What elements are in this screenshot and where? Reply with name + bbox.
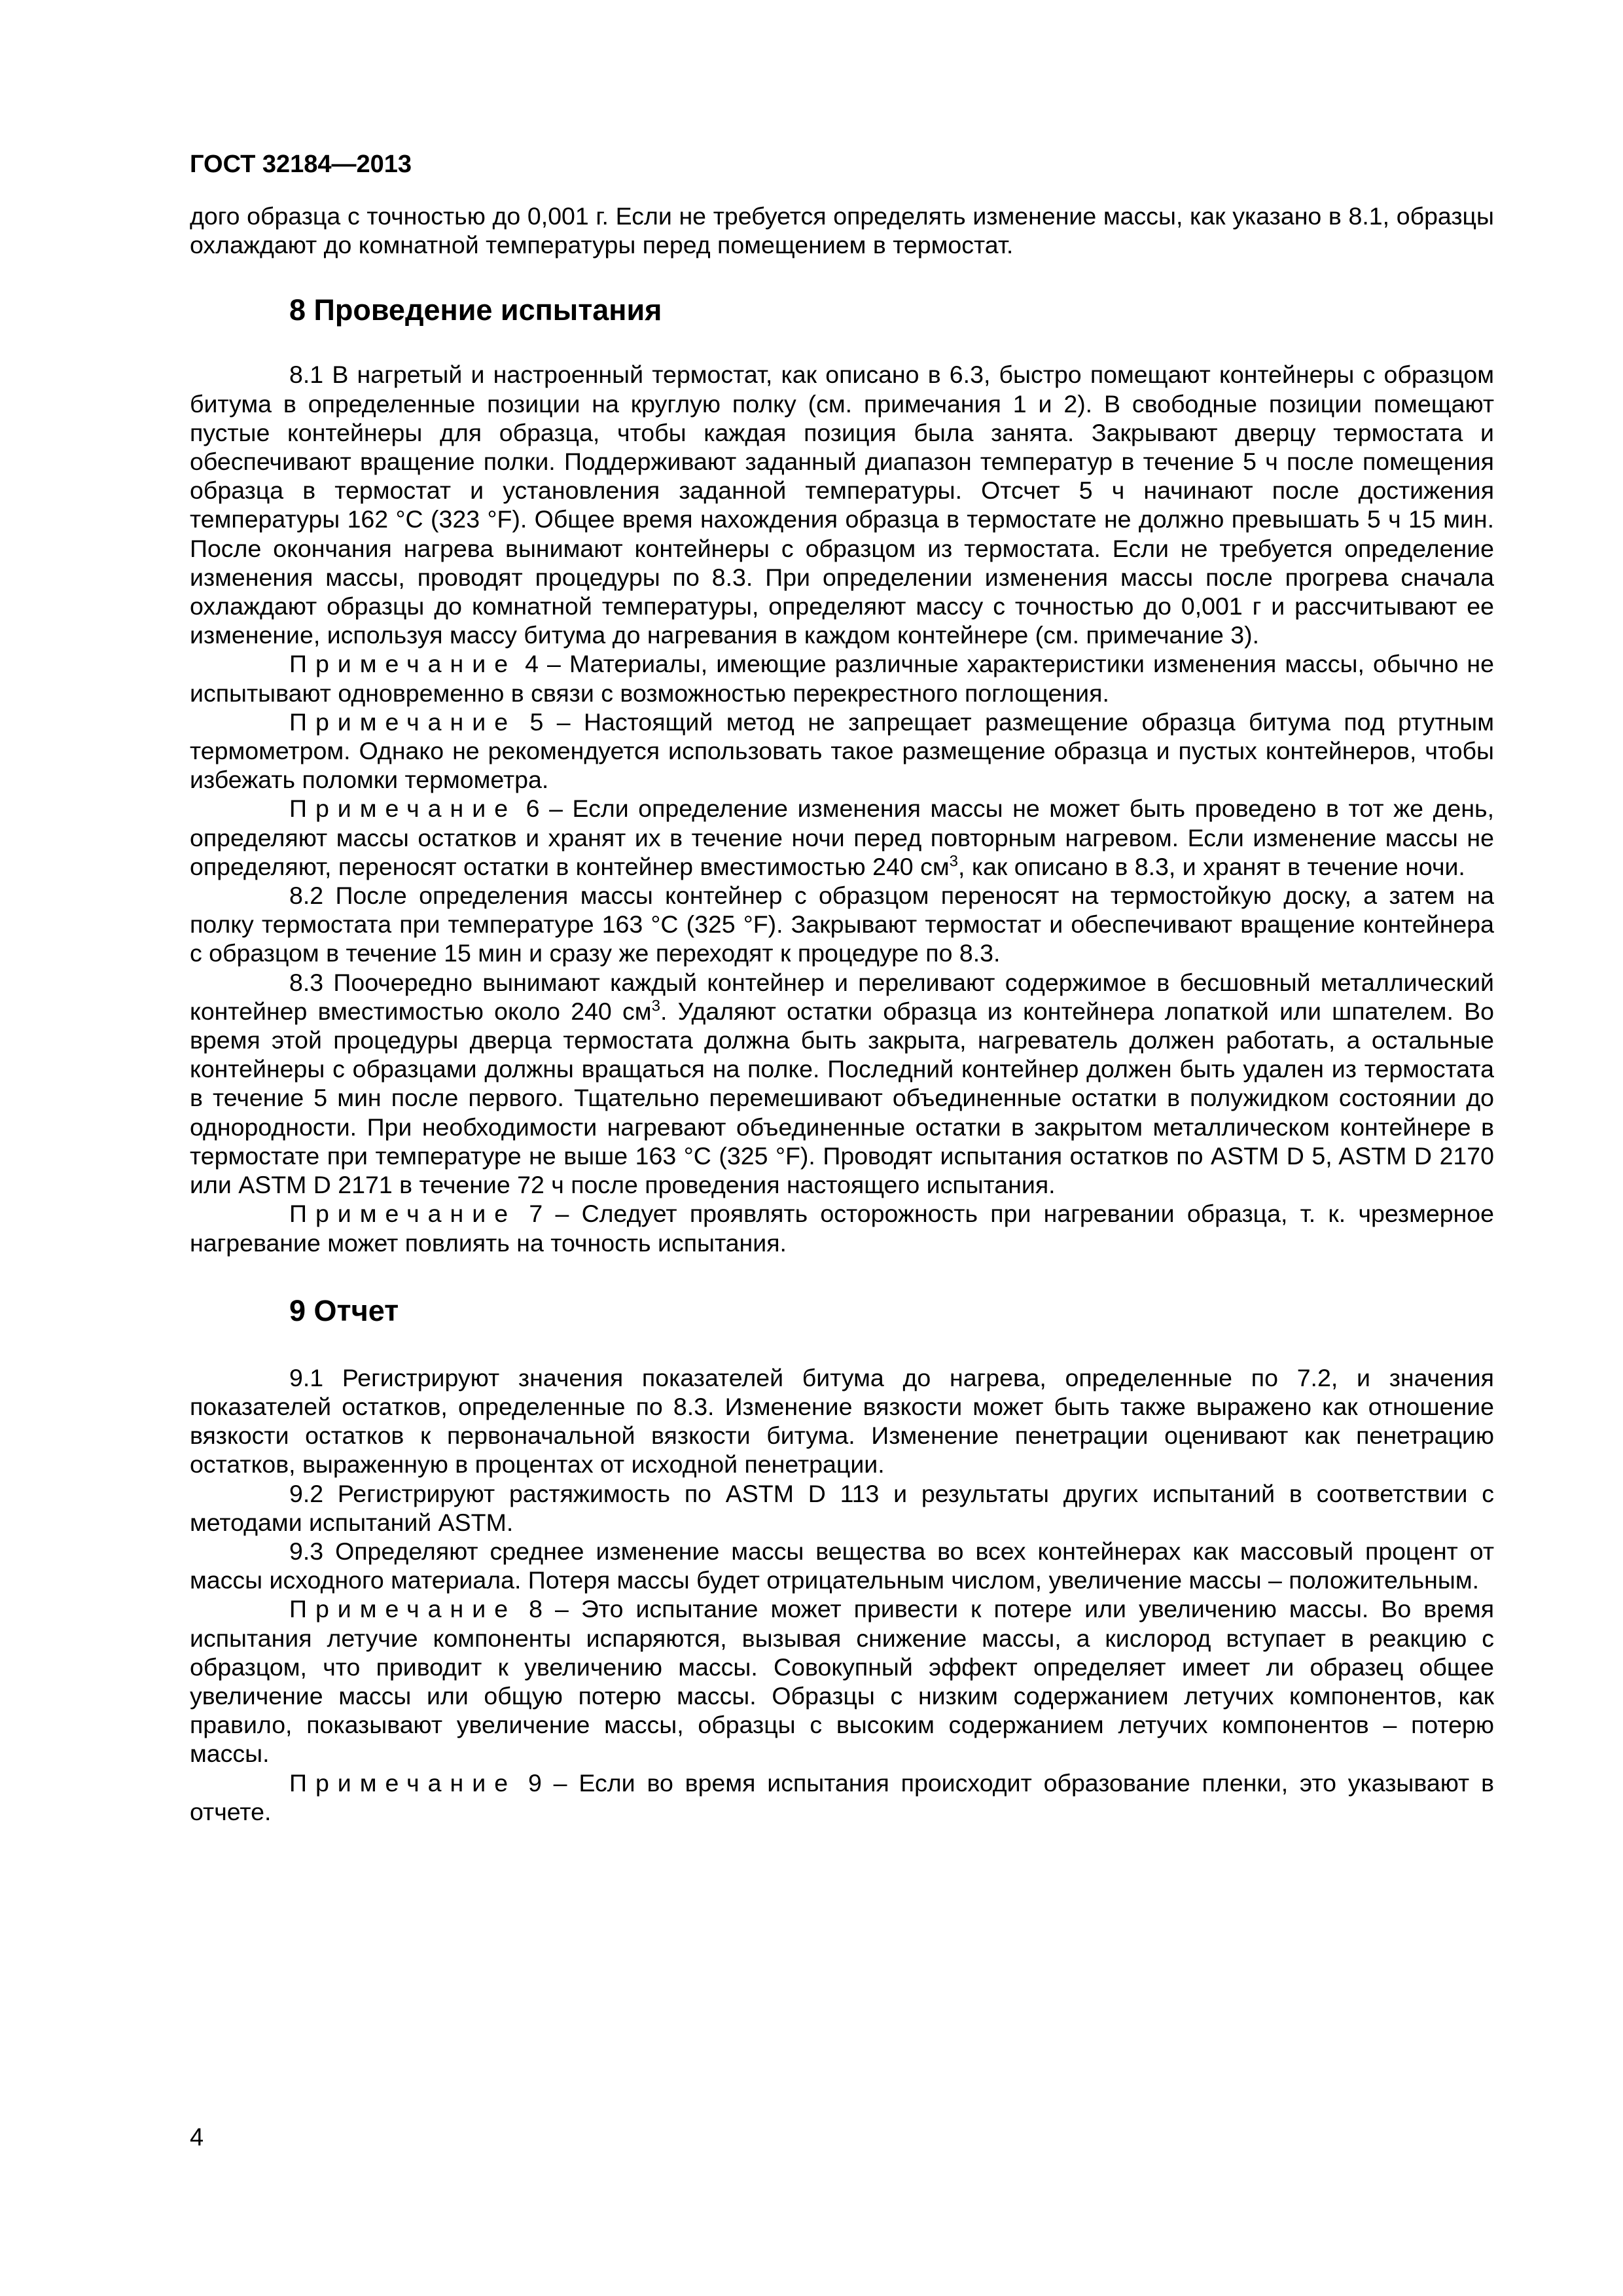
note-7 — [190, 1199, 1494, 1257]
note-label: Примечание — [289, 1200, 517, 1228]
paragraph-8-1: 8.1 В нагретый и настроенный термостат, как описано в 6.3, быстро помещают контейнеры с образцом битума в определенные позиции на круглую полку (см. примечания 1 и 2). В свободные позиции помещают пустые контейнеры для образца, чтобы каждая позиция была занята. Закрывают дверцу термостата и обеспечивают вращение полки. Поддерживают заданный диапазон температур в течение 5 ч после помещения образца в термостат и установления заданной температуры. Отсчет 5 ч начинают после достижения температуры 162 °C (323 °F). Общее время нахождения образца в термостате не должно превышать 5 ч 15 мин. После окончания нагрева вынимают контейнеры с образцом из термостата. Если не требуется определение изменения массы, проводят процедуры по 8.3. При определении изменения массы после прогрева сначала охлаждают образцы до комнатной температуры, определяют массу с точностью до 0,001 г и рассчитывают ее изменение, используя массу битума до нагревания в каждом контейнере (см. примечание 3). — [190, 361, 1494, 649]
note-6-superscript: 3 — [949, 852, 958, 870]
paragraph-9-1: 9.1 Регистрируют значения показателей битума до нагрева, определенные по 7.2, и значения показателей остатков, определенные по 8.3. Изменение вязкости может быть также выражено как отношение вязкости остатков к первоначальной вязкости битума. Изменение пенетрации оценивают как пенетрацию остатков, выраженную в процентах от исходной пенетрации. — [190, 1363, 1494, 1479]
paragraph-8-2: 8.2 После определения массы контейнер с образцом переносят на термостойкую доску, а затем на полку термостата при температуре 163 °C (325 °F). Закрывают термостат и обеспечивают вращение контейнера с образцом в течение 15 мин и сразу же переходят к процедуре по 8.3. — [190, 882, 1494, 967]
document-page — [190, 149, 1494, 1826]
paragraph-9-2: 9.2 Регистрируют растяжимость по ASTM D 113 и результаты других испытаний в соответствии с методами испытаний ASTM. — [190, 1479, 1494, 1536]
note-5-text: 5 – Настоящий метод не запрещает размещение образца битума под ртутным термометром. Однако не рекомендуется использовать такое размещение образца и пустых контейнеров, чтобы избежать поломки термометра. — [190, 708, 1494, 794]
note-6-text-b: , как описано в 8.3, и хранят в течение ночи. — [957, 852, 1465, 880]
note-label: Примечание — [289, 795, 517, 823]
document-code-header: ГОСТ 32184—2013 — [190, 151, 412, 178]
paragraph-9-3: 9.3 Определяют среднее изменение массы вещества во всех контейнерах как массовый процент от массы исходного материала. Потеря массы будет отрицательным числом, увеличение массы – положительным. — [190, 1537, 1494, 1594]
section-9-heading: 9 Отчет — [289, 1293, 399, 1327]
note-8-text: 8 – Это испытание может привести к потере или увеличению массы. Во время испытания летучие компоненты испаряются, вызывая снижение массы, а кислород вступает в реакцию с образцом, что приводит к увеличению массы. Совокупный эффект определяет имеет ли образец общее увеличение массы или общую потерю массы. Образцы с низким содержанием летучих компонентов, как правило, показывают увеличение массы, образцы с высоким содержанием летучих компонентов – потерю массы. — [190, 1595, 1494, 1768]
note-label: Примечание — [289, 650, 517, 678]
paragraph-8-3-superscript: 3 — [651, 997, 660, 1015]
note-9 — [190, 1768, 1494, 1826]
page-number: 4 — [190, 2124, 204, 2151]
note-5 — [190, 708, 1494, 795]
paragraph-8-3-text-b: . Удаляют остатки образца из контейнера лопаткой или шпателем. Во время этой процедуры дверца термостата должна быть закрыта, нагреватель должен работать, а остальные контейнеры с образцами должны вращаться на полке. Последний контейнер должен быть удален из термостата в течение 5 мин после первого. Тщательно перемешивают объединенные остатки в полужидком состоянии до однородности. При необходимости нагревают объединенные остатки в закрытом металлическом контейнере в термостате при температуре не выше 163 °C (325 °F). Проводят испытания остатков по ASTM D 5, ASTM D 2170 или ASTM D 2171 в течение 72 ч после проведения настоящего испытания. — [190, 997, 1494, 1199]
note-label: Примечание — [289, 1768, 517, 1797]
note-label: Примечание — [289, 708, 517, 736]
paragraph-8-3 — [190, 968, 1494, 1200]
intro-paragraph: дого образца с точностью до 0,001 г. Если не требуется определять изменение массы, как указано в 8.1, образцы охлаждают до комнатной температуры перед помещением в термостат. — [190, 202, 1494, 259]
note-7-text: 7 – Следует проявлять осторожность при нагревании образца, т. к. чрезмерное нагревание может повлиять на точность испытания. — [190, 1200, 1495, 1257]
note-6-text-a: 6 – Если определение изменения массы не может быть проведено в тот же день, определяют массы остатков и хранят их в течение ночи перед повторным нагревом. Если изменение массы не определяют, переносят остатки в контейнер вместимостью 240 см — [190, 795, 1494, 880]
paragraph-8-3-text-a: 8.3 Поочередно вынимают каждый контейнер и переливают содержимое в бесшовный металлический контейнер вместимостью около 240 см — [190, 968, 1494, 1025]
note-4-text: 4 – Материалы, имеющие различные характеристики изменения массы, обычно не испытывают одновременно в связи с возможностью перекрестного поглощения. — [190, 650, 1494, 707]
note-9-text: 9 – Если во время испытания происходит образование пленки, это указывают в отчете. — [190, 1768, 1494, 1825]
section-8-heading: 8 Проведение испытания — [289, 293, 662, 327]
note-label: Примечание — [289, 1595, 517, 1623]
note-6 — [190, 794, 1494, 881]
note-8 — [190, 1594, 1494, 1768]
note-4 — [190, 649, 1494, 707]
